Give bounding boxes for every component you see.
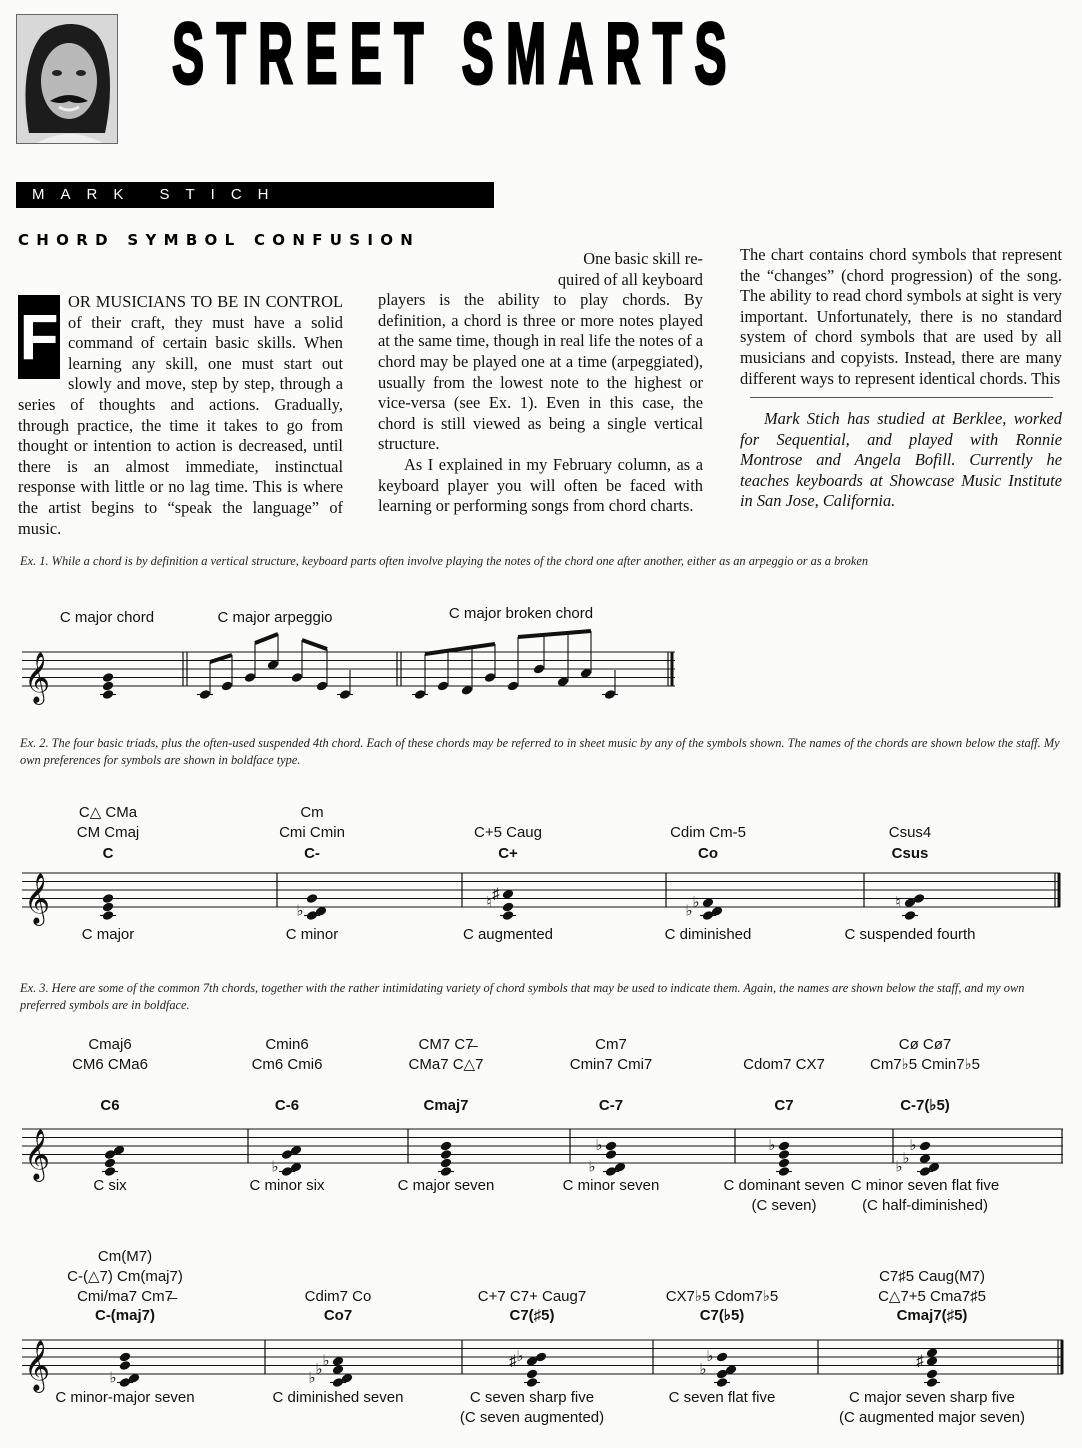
chord-note-head	[777, 1149, 790, 1160]
ex3-chord-name: C six	[93, 1177, 127, 1194]
column-2-line-2: quired of all keyboard	[557, 269, 703, 289]
ex1-label: C major broken chord	[448, 605, 594, 622]
ex3-preferred-symbol: C-7(♭5)	[900, 1097, 950, 1114]
ex2-preferred-symbol: Co	[698, 845, 718, 862]
chord-note-head	[439, 1157, 452, 1168]
ex3-chord-symbol: Cm7♭5 Cmin7♭5	[869, 1056, 981, 1073]
ex3-chord-symbol: CM7 C7̶	[418, 1036, 474, 1053]
treble-clef-icon: 𝄞	[24, 1130, 51, 1179]
flat-icon: ♭	[109, 1369, 117, 1387]
ex3-chord-symbol: Cm7	[595, 1036, 627, 1053]
ex1-label: C major arpeggio	[217, 609, 333, 626]
note-beam	[518, 631, 591, 637]
ex3-chord-name: C minor six	[249, 1177, 325, 1194]
ex3-chord-name: (C seven)	[751, 1197, 817, 1214]
flat-icon: ♭	[322, 1352, 330, 1370]
flat-icon: ♭	[685, 902, 693, 920]
ex3-chord-symbol: Cmin6	[265, 1036, 309, 1053]
chord-note-head	[918, 1140, 931, 1151]
ex2-preferred-symbol: C-	[304, 845, 320, 862]
natural-icon: ♮	[486, 893, 492, 911]
ex3-preferred-symbol: Cmaj7	[423, 1097, 469, 1114]
ex3-preferred-symbol: C7(♭5)	[699, 1307, 745, 1324]
ex3-chord-symbol: Cmin7 Cmi7	[569, 1056, 653, 1073]
ex3-chord-name: (C augmented major seven)	[839, 1409, 1025, 1426]
flat-icon: ♭	[902, 1149, 910, 1167]
ex3-preferred-symbol: Co7	[323, 1307, 353, 1324]
ex3-preferred-symbol: C7(♯5)	[509, 1307, 555, 1324]
ex3-chord-symbol: Cø Cø7	[898, 1036, 952, 1053]
chord-note-head	[439, 1149, 452, 1160]
ex3-chord-name: C minor seven flat five	[850, 1177, 1000, 1194]
author-banner: MARK STICH	[16, 182, 494, 208]
ex3-chord-symbol: C-(△7) Cm(maj7)	[67, 1268, 183, 1285]
ex3-chord-symbol: Cmi/ma7 Cm7̶	[77, 1288, 173, 1305]
ex2-preferred-symbol: C+	[498, 845, 518, 862]
ex3-chord-name: C diminished seven	[272, 1389, 404, 1406]
ex3-chord-name: C minor seven	[562, 1177, 660, 1194]
flat-icon: ♭	[516, 1348, 524, 1365]
column-1-text: OR MUSICIANS TO BE IN CONTROL of their craft, they must have a solid command of certain basic skills. When learning any skill, one must start out slowly and move, step by step, through a series of thoughts and actions. Gradually, through practice, the time it takes to go from thought or intention to action is decreased, until there is an almost immediate, instinctual response with little or no lag time. This is where the artist begins to “speak the language” of music.	[18, 292, 343, 538]
chord-note-head	[101, 672, 114, 683]
ex2-chord-symbol: C+5 Caug	[474, 824, 542, 841]
ex3-chord-name: C seven sharp five	[469, 1389, 595, 1406]
ex2-chord-name: C augmented	[462, 926, 554, 943]
chord-note-head	[777, 1140, 790, 1151]
ex2-chord-name: C minor	[285, 926, 339, 943]
chord-note-head	[101, 680, 114, 691]
flat-icon: ♭	[588, 1158, 596, 1176]
treble-clef-icon: 𝄞	[24, 653, 51, 702]
ex2-chord-name: C suspended fourth	[844, 926, 976, 943]
ex3-chord-symbol: Cdom7 CX7	[743, 1056, 825, 1073]
flat-icon: ♭	[692, 893, 700, 911]
note-beam	[255, 634, 278, 643]
ex3-preferred-symbol: C-(maj7)	[94, 1307, 156, 1324]
flat-icon: ♭	[296, 902, 304, 920]
chord-note-head	[103, 1157, 116, 1168]
ex3-chord-symbol: CX7♭5 Cdom7♭5	[665, 1288, 779, 1305]
ex3-chord-name: C minor-major seven	[55, 1389, 195, 1406]
chord-note-head	[118, 1351, 131, 1362]
column-2-paragraph-1: players is the ability to play chords. By definition, a chord is three or more notes played at the same time, though in real life the notes of a chord may be played one at a time (arpeggiated), usually from the lowest note to the highest or vice-versa (see Ex. 1). Even in this case, the chord is still viewed as being a single vertical structure.	[378, 290, 703, 454]
chord-note-head	[604, 1140, 617, 1151]
flat-icon: ♭	[895, 1158, 903, 1176]
chord-note-head	[777, 1157, 790, 1168]
ex2-preferred-symbol: Csus	[891, 845, 929, 862]
ex2-chord-symbol: Cdim Cm-5	[670, 824, 746, 841]
ex3-chord-name: C major seven sharp five	[849, 1389, 1015, 1406]
flat-icon: ♭	[315, 1360, 323, 1378]
chord-note-head	[101, 893, 114, 904]
flat-icon: ♭	[768, 1137, 776, 1154]
ex3-preferred-symbol: Cmaj7(♯5)	[896, 1307, 968, 1324]
author-bio: Mark Stich has studied at Berklee, worked for Sequential, and played with Ronnie Montrose and Angela Bofill. Currently he teaches keyboards at Showcase Music Institute in San Jose, California.	[740, 409, 1062, 511]
article-column-3: The chart contains chord symbols that represent the “changes” (chord progression) of the song. The ability to read chord symbols at sight is very important. Unfortunately, there is no standard system of chord symbols that are used by all musicians and copyists. Instead, there are many different ways to represent identical chords. This	[740, 245, 1062, 388]
chord-note-head	[439, 1140, 452, 1151]
ex3-chord-symbol: Cdim7 Co	[304, 1288, 372, 1305]
ex3-chord-name: C seven flat five	[668, 1389, 776, 1406]
ex2-chord-symbol: Cmi Cmin	[279, 824, 345, 841]
ex3-chord-symbol: Cm(M7)	[97, 1248, 153, 1265]
chord-note-head	[715, 1351, 728, 1362]
chord-note-head	[604, 1149, 617, 1160]
natural-icon: ♮	[895, 893, 901, 911]
treble-clef-icon: 𝄞	[24, 1341, 51, 1390]
column-title: STREET SMARTS	[172, 6, 739, 102]
ex2-chord-symbol: Cm	[300, 804, 324, 821]
sharp-icon: ♯	[509, 1352, 517, 1370]
ex3-chord-name: (C seven augmented)	[459, 1409, 605, 1426]
column-2-line-1: One basic skill re-	[583, 249, 703, 268]
ex2-chord-symbol: C△ CMa	[78, 804, 138, 821]
ex2-chord-name: C diminished	[664, 926, 752, 943]
ex1-label: C major chord	[59, 609, 155, 626]
flat-icon: ♭	[271, 1158, 279, 1176]
ex3-preferred-symbol: C6	[100, 1097, 120, 1114]
example-2-caption: Ex. 2. The four basic triads, plus the often-used suspended 4th chord. Each of these chords may be referred to in sheet music by any of the symbols shown. The names of the chords are shown below the staff. My own preferences for symbols are shown in boldface type.	[20, 736, 1060, 767]
ex2-preferred-symbol: C	[102, 845, 114, 862]
ex3-chord-symbol: CMa7 C△7	[408, 1056, 484, 1073]
ex2-chord-symbol: CM Cmaj	[76, 824, 140, 841]
treble-clef-icon: 𝄞	[24, 874, 51, 923]
chord-note-head	[502, 901, 515, 912]
ex3-preferred-symbol: C-7	[598, 1097, 624, 1114]
ex3-chord-symbol: C+7 C7+ Caug7	[477, 1288, 587, 1305]
ex3-chord-name: (C half-diminished)	[862, 1197, 988, 1214]
article-heading: CHORD SYMBOL CONFUSION	[18, 231, 421, 249]
ex2-chord-name: C major	[81, 926, 135, 943]
ex3-chord-symbol: Cmaj6	[88, 1036, 132, 1053]
ex3-chord-name: C major seven	[397, 1177, 495, 1194]
example-3-caption: Ex. 3. Here are some of the common 7th chords, together with the rather intimidating variety of chord symbols that may be used to indicate them. Again, the names are shown below the staff, and my own preferred symbols are in boldface.	[20, 981, 1025, 1012]
sharp-icon: ♯	[916, 1352, 924, 1370]
flat-icon: ♭	[706, 1348, 714, 1365]
ex3-chord-symbol: C△7+5 Cma7♯5	[878, 1288, 986, 1305]
drop-cap: F	[18, 295, 60, 379]
chord-note-head	[925, 1368, 938, 1379]
sharp-icon: ♯	[492, 885, 500, 903]
ex3-chord-name: C dominant seven	[723, 1177, 845, 1194]
flat-icon: ♭	[699, 1360, 707, 1378]
ex2-chord-symbol: Csus4	[888, 824, 932, 841]
ex3-chord-symbol: Cm6 Cmi6	[251, 1056, 323, 1073]
column-2-paragraph-2: As I explained in my February column, as a keyboard player you will often be faced with learning or performing songs from chord charts.	[378, 454, 703, 516]
ex3-preferred-symbol: C7	[774, 1097, 794, 1114]
flat-icon: ♭	[595, 1137, 603, 1154]
chord-note-head	[118, 1360, 131, 1371]
chord-note-head	[101, 901, 114, 912]
flat-icon: ♭	[909, 1137, 917, 1154]
flat-icon: ♭	[308, 1369, 316, 1387]
ex3-chord-symbol: C7♯5 Caug(M7)	[879, 1268, 985, 1285]
chord-note-head	[525, 1368, 538, 1379]
ex3-preferred-symbol: C-6	[274, 1097, 300, 1114]
note-beam	[302, 640, 327, 649]
chord-note-head	[306, 893, 319, 904]
example-1-caption: Ex. 1. While a chord is by definition a vertical structure, keyboard parts often involve playing the notes of the chord one after another, either as an arpeggio or as a broken	[20, 554, 869, 568]
ex3-chord-symbol: CM6 CMa6	[72, 1056, 148, 1073]
